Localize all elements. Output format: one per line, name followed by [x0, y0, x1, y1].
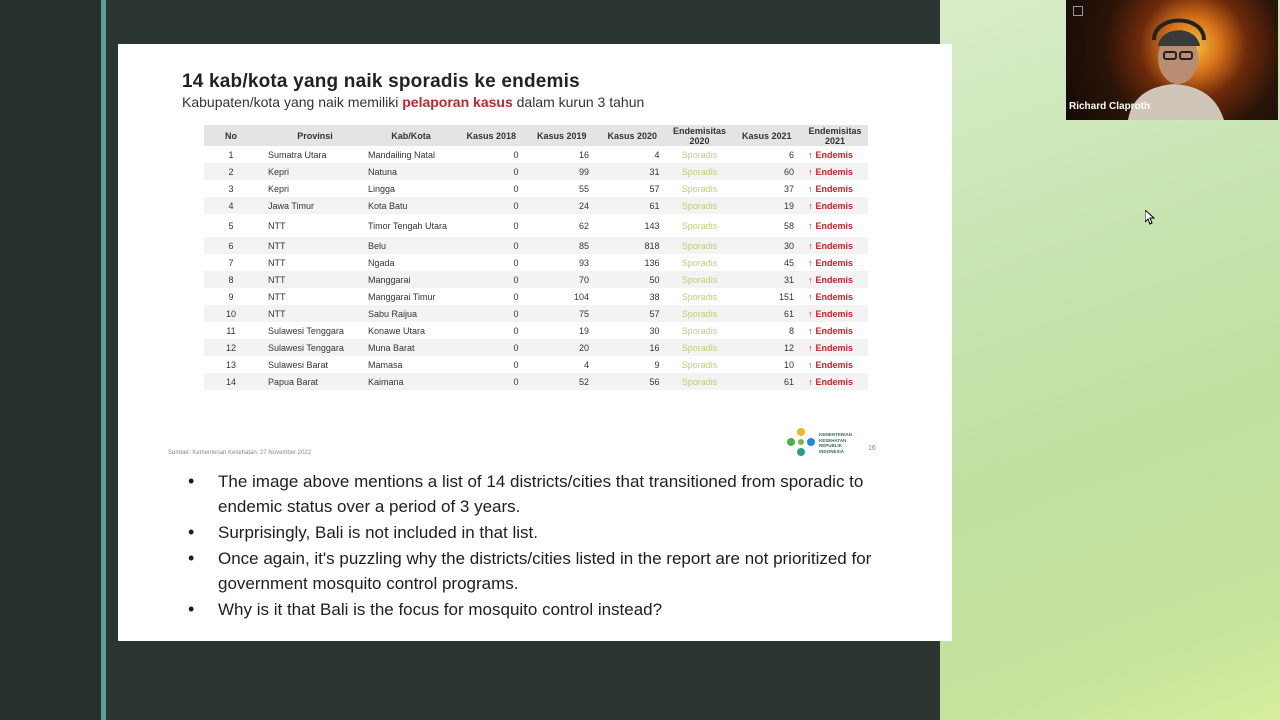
table-row — [204, 214, 868, 237]
row-endemisitas-2021 — [802, 288, 868, 305]
table-row — [204, 356, 868, 373]
subtitle-highlight: pelaporan kasus — [402, 94, 513, 110]
row-kasus-2019: 20 — [527, 339, 598, 356]
row-kasus-2021: 19 — [732, 197, 803, 214]
row-endemisitas-2020: Sporadis — [668, 163, 732, 180]
bullet-item: • The image above mentions a list of 14 districts/cities that transitioned from sporadic to endemic status over a period of 3 years. — [188, 469, 928, 519]
row-no: 12 — [204, 339, 258, 356]
row-endemisitas-2021 — [802, 214, 868, 237]
row-kasus-2020: 9 — [654, 359, 660, 370]
row-endemisitas-2020: Sporadis — [681, 257, 718, 268]
row-kasus-2020: 30 — [649, 325, 660, 336]
table-row — [204, 197, 868, 214]
row-kasus-2021: 60 — [732, 163, 803, 180]
row-provinsi: Sulawesi Tenggara — [258, 339, 364, 356]
row-kab-kota: Muna Barat — [364, 339, 456, 356]
subtitle-text: Kabupaten/kota yang naik memiliki — [182, 94, 403, 110]
table-row — [204, 373, 868, 390]
row-kasus-2021: 37 — [783, 183, 794, 194]
table-row — [204, 254, 868, 271]
row-kasus-2020: 61 — [597, 197, 668, 214]
table-row — [204, 305, 868, 322]
row-no: 4 — [204, 197, 258, 214]
row-kasus-2019: 62 — [578, 220, 589, 231]
row-kasus-2020: 50 — [597, 271, 668, 288]
logo-text: KEMENTERIAN KESEHATAN REPUBLIK INDONESIA — [819, 432, 853, 454]
participant-name: Richard Claproth — [1069, 101, 1151, 112]
row-provinsi: Jawa Timur — [258, 197, 364, 214]
source-note: Sumber: Kementerian Kesehatan, 27 November 2022 — [168, 450, 312, 456]
row-no: 11 — [226, 325, 236, 336]
row-no: 3 — [228, 183, 234, 194]
row-provinsi: NTT — [258, 305, 364, 322]
row-provinsi: NTT — [268, 257, 286, 268]
row-kasus-2018: 0 — [513, 183, 519, 194]
endemis-label: Endemis — [815, 257, 854, 268]
table-row — [204, 288, 868, 305]
row-kasus-2019: 4 — [583, 359, 589, 370]
table-row — [204, 322, 868, 339]
row-kasus-2018: 0 — [456, 163, 527, 180]
arrow-up-icon: ↑ — [808, 308, 813, 319]
row-kasus-2019: 70 — [527, 271, 598, 288]
row-no: 1 — [228, 149, 234, 160]
row-endemisitas-2021 — [802, 197, 868, 214]
row-kasus-2018: 0 — [513, 325, 519, 336]
arrow-up-icon: ↑ — [808, 183, 813, 194]
row-no: 5 — [228, 220, 234, 231]
row-no: 6 — [204, 237, 258, 254]
row-kasus-2018: 0 — [513, 257, 519, 268]
arrow-up-icon: ↑ — [808, 342, 813, 353]
row-kasus-2019: 75 — [527, 305, 598, 322]
row-provinsi: Kepri — [268, 183, 290, 194]
row-kasus-2020: 136 — [644, 257, 660, 268]
header-kasus-2018: Kasus 2018 — [456, 125, 527, 146]
row-kab-kota: Manggarai — [364, 271, 456, 288]
arrow-up-icon: ↑ — [808, 359, 813, 370]
row-endemisitas-2020: Sporadis — [668, 339, 732, 356]
row-kasus-2019: 99 — [527, 163, 598, 180]
row-endemisitas-2020: Sporadis — [668, 373, 732, 390]
row-kasus-2018: 0 — [513, 149, 519, 160]
row-endemisitas-2020: Sporadis — [668, 305, 732, 322]
endemis-label: Endemis — [815, 149, 854, 160]
header-endemisitas-2020: Endemisitas 2020 — [668, 125, 732, 146]
row-no: 8 — [204, 271, 258, 288]
table-body — [204, 146, 868, 390]
arrow-up-icon: ↑ — [808, 149, 813, 160]
arrow-up-icon: ↑ — [808, 200, 813, 211]
arrow-up-icon: ↑ — [808, 257, 813, 268]
arrow-up-icon: ↑ — [808, 376, 813, 387]
header-kasus-2021: Kasus 2021 — [732, 125, 803, 146]
row-kasus-2018: 0 — [456, 339, 527, 356]
row-kab-kota: Sabu Raijua — [364, 305, 456, 322]
row-kasus-2019: 16 — [578, 149, 589, 160]
row-endemisitas-2021 — [802, 163, 868, 180]
endemis-label: Endemis — [815, 200, 854, 211]
row-kasus-2018: 0 — [513, 359, 519, 370]
endemis-label: Endemis — [815, 240, 854, 251]
row-endemisitas-2020: Sporadis — [681, 359, 718, 370]
row-kasus-2020: 56 — [597, 373, 668, 390]
row-kab-kota: Ngada — [368, 257, 395, 268]
row-kab-kota: Kaimana — [364, 373, 456, 390]
endemis-label: Endemis — [815, 166, 854, 177]
row-provinsi: Papua Barat — [258, 373, 364, 390]
row-kab-kota: Lingga — [368, 183, 396, 194]
row-kasus-2018: 0 — [456, 237, 527, 254]
arrow-up-icon: ↑ — [808, 325, 813, 336]
row-provinsi: Kepri — [258, 163, 364, 180]
row-endemisitas-2021 — [802, 180, 868, 197]
row-kasus-2020: 31 — [597, 163, 668, 180]
row-endemisitas-2021 — [802, 254, 868, 271]
row-kasus-2018: 0 — [456, 271, 527, 288]
row-kasus-2020: 16 — [597, 339, 668, 356]
shared-slide — [118, 44, 952, 641]
row-kasus-2021: 58 — [783, 220, 794, 231]
table-row — [204, 180, 868, 197]
row-kasus-2021: 6 — [788, 149, 794, 160]
row-no: 9 — [228, 291, 234, 302]
endemic-table — [204, 125, 868, 390]
row-kab-kota: Mandailing Natal — [368, 149, 436, 160]
row-provinsi: NTT — [268, 291, 286, 302]
row-endemisitas-2020: Sporadis — [681, 183, 718, 194]
left-background — [0, 0, 102, 720]
row-kasus-2021: 61 — [732, 373, 803, 390]
row-endemisitas-2021 — [802, 322, 868, 339]
row-endemisitas-2021 — [802, 271, 868, 288]
table-row — [204, 146, 868, 163]
row-endemisitas-2021 — [802, 356, 868, 373]
header-provinsi: Provinsi — [258, 125, 364, 146]
row-kasus-2020: 143 — [644, 220, 660, 231]
row-no: 2 — [204, 163, 258, 180]
row-kasus-2019: 93 — [578, 257, 589, 268]
row-kasus-2021: 61 — [732, 305, 803, 322]
endemis-label: Endemis — [815, 342, 854, 353]
arrow-up-icon: ↑ — [808, 240, 813, 251]
row-kasus-2018: 0 — [513, 220, 519, 231]
row-endemisitas-2020: Sporadis — [681, 149, 718, 160]
kemenkes-logo-icon — [786, 427, 816, 457]
bullet-item: • Surprisingly, Bali is not included in that list. — [188, 520, 928, 545]
table-header-row — [204, 125, 868, 146]
bullet-item: • Why is it that Bali is the focus for mosquito control instead? — [188, 597, 928, 622]
row-provinsi: Sulawesi Barat — [268, 359, 329, 370]
row-endemisitas-2021 — [802, 305, 868, 322]
endemis-label: Endemis — [815, 325, 854, 336]
endemis-label: Endemis — [815, 291, 854, 302]
row-kasus-2021: 12 — [732, 339, 803, 356]
row-endemisitas-2021 — [802, 146, 868, 163]
row-no: 10 — [204, 305, 258, 322]
row-kasus-2021: 10 — [783, 359, 794, 370]
header-kasus-2020: Kasus 2020 — [597, 125, 668, 146]
row-kasus-2020: 38 — [649, 291, 660, 302]
row-kasus-2019: 55 — [578, 183, 589, 194]
row-kasus-2019: 104 — [573, 291, 589, 302]
row-kasus-2018: 0 — [456, 373, 527, 390]
header-kasus-2019: Kasus 2019 — [527, 125, 598, 146]
row-endemisitas-2020: Sporadis — [668, 237, 732, 254]
row-endemisitas-2021 — [802, 373, 868, 390]
row-no: 13 — [225, 359, 236, 370]
row-kasus-2020: 57 — [649, 183, 660, 194]
endemis-label: Endemis — [815, 376, 854, 387]
row-no: 7 — [228, 257, 234, 268]
endemis-label: Endemis — [815, 274, 854, 285]
header-kab-kota: Kab/Kota — [364, 125, 456, 146]
endemis-label: Endemis — [815, 220, 854, 231]
row-kasus-2019: 19 — [578, 325, 589, 336]
row-kasus-2020: 4 — [654, 149, 660, 160]
row-endemisitas-2020: Sporadis — [681, 220, 718, 231]
arrow-up-icon: ↑ — [808, 274, 813, 285]
bullet-list — [188, 469, 928, 623]
row-kab-kota: Konawe Utara — [368, 325, 426, 336]
row-endemisitas-2020: Sporadis — [681, 325, 718, 336]
row-kasus-2020: 818 — [597, 237, 668, 254]
endemis-label: Endemis — [815, 308, 854, 319]
row-kab-kota: Manggarai Timur — [368, 291, 436, 302]
row-kasus-2021: 45 — [783, 257, 794, 268]
row-kasus-2021: 30 — [732, 237, 803, 254]
table-row — [204, 237, 868, 254]
row-kasus-2018: 0 — [513, 291, 519, 302]
row-kasus-2021: 151 — [778, 291, 794, 302]
row-kasus-2018: 0 — [456, 305, 527, 322]
endemis-label: Endemis — [815, 359, 854, 370]
row-kab-kota: Kota Batu — [364, 197, 456, 214]
row-kab-kota: Belu — [364, 237, 456, 254]
mouse-cursor-icon — [1145, 210, 1155, 225]
row-provinsi: NTT — [258, 237, 364, 254]
row-provinsi: Sulawesi Tenggara — [268, 325, 344, 336]
bullet-item: • Once again, it's puzzling why the districts/cities listed in the report are not prioritized for government mosquito control programs. — [188, 546, 928, 596]
row-kasus-2021: 8 — [788, 325, 794, 336]
row-kasus-2018: 0 — [456, 197, 527, 214]
table-row — [204, 271, 868, 288]
table-row — [204, 163, 868, 180]
row-kasus-2020: 57 — [597, 305, 668, 322]
row-kasus-2019: 52 — [527, 373, 598, 390]
row-kab-kota: Natuna — [364, 163, 456, 180]
subtitle-text-end: dalam kurun 3 tahun — [512, 94, 645, 110]
slide-title: 14 kab/kota yang naik sporadis ke endemis — [182, 71, 580, 92]
arrow-up-icon: ↑ — [808, 220, 813, 231]
row-endemisitas-2021 — [802, 339, 868, 356]
arrow-up-icon: ↑ — [808, 166, 813, 177]
row-endemisitas-2020: Sporadis — [668, 271, 732, 288]
endemis-label: Endemis — [815, 183, 854, 194]
page-number: 16 — [868, 445, 876, 452]
row-no: 14 — [204, 373, 258, 390]
row-kasus-2019: 24 — [527, 197, 598, 214]
row-endemisitas-2020: Sporadis — [681, 291, 718, 302]
header-no: No — [204, 125, 258, 146]
row-endemisitas-2020: Sporadis — [668, 197, 732, 214]
participant-video-tile[interactable] — [1066, 0, 1278, 120]
row-provinsi: Sumatra Utara — [268, 149, 327, 160]
row-endemisitas-2021 — [802, 237, 868, 254]
row-kab-kota: Timor Tengah Utara — [368, 220, 448, 231]
kemenkes-logo — [786, 427, 858, 459]
slide-subtitle — [182, 94, 644, 110]
row-kasus-2021: 31 — [732, 271, 803, 288]
header-endemisitas-2021: Endemisitas 2021 — [802, 125, 868, 146]
table-row — [204, 339, 868, 356]
row-kab-kota: Mamasa — [368, 359, 403, 370]
row-provinsi: NTT — [258, 271, 364, 288]
row-provinsi: NTT — [268, 220, 286, 231]
row-kasus-2019: 85 — [527, 237, 598, 254]
arrow-up-icon: ↑ — [808, 291, 813, 302]
